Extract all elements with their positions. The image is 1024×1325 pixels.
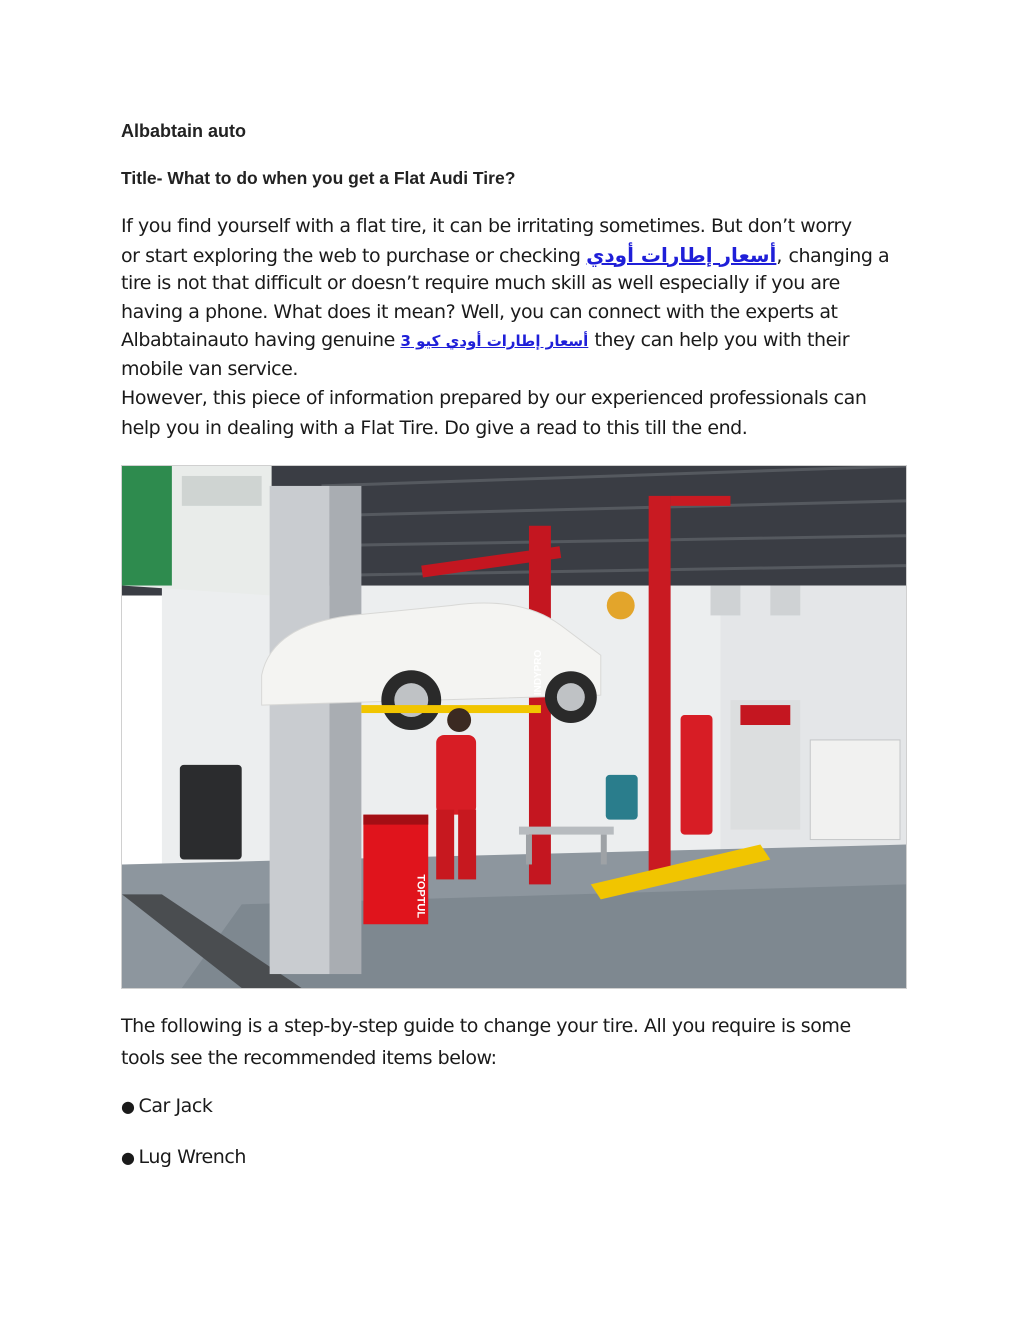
guide-line-1: The following is a step-by-step guide to change your tire. All you require is some — [121, 1015, 851, 1037]
intro-line-5 — [121, 326, 921, 355]
company-name: Albabtain auto — [121, 121, 246, 141]
intro-line-2 — [121, 241, 921, 270]
intro-line-6: mobile van service. — [121, 357, 298, 380]
intro-line-7: However, this piece of information prepared by our experienced professionals can — [121, 386, 867, 409]
guide-line-2: tools see the recommended items below: — [121, 1047, 497, 1069]
audi-tire-prices-link[interactable]: أسعار إطارات أودي — [586, 242, 777, 267]
guide-paragraph — [121, 1010, 921, 1074]
intro-line-5-tail: they can help you with their — [588, 329, 850, 352]
garage-photo — [121, 465, 907, 989]
intro-line-3: tire is not that difficult or doesn’t require much skill as well especially if you are — [121, 272, 840, 295]
list-item-label: Lug Wrench — [138, 1146, 246, 1168]
intro-line-8: help you in dealing with a Flat Tire. Do give a read to this till the end. — [121, 417, 748, 440]
intro-line-5-text: Albabtainauto having genuine — [121, 329, 401, 352]
audi-q3-tire-prices-link[interactable]: أسعار إطارات أودي كيو 3 — [400, 332, 589, 351]
intro-line-4: having a phone. What does it mean? Well, you can connect with the experts at — [121, 300, 838, 323]
intro-line-2-text: or start exploring the web to purchase or checking — [121, 244, 587, 267]
list-item — [121, 1146, 246, 1168]
garage-illustration — [122, 466, 906, 988]
bullet-icon: ● — [121, 1148, 135, 1167]
intro-line-2-tail: , changing a — [776, 244, 890, 267]
intro-paragraph — [121, 212, 921, 443]
cabinet-brand-label: TOPTUL — [414, 874, 427, 919]
list-item-label: Car Jack — [138, 1095, 213, 1117]
article-title: Title- What to do when you get a Flat Audi Tire? — [121, 168, 516, 188]
intro-line-1: If you find yourself with a flat tire, it can be irritating sometimes. But don’t worry — [121, 215, 852, 237]
list-item — [121, 1095, 212, 1117]
bullet-icon: ● — [121, 1097, 135, 1116]
lift-brand-label: INDYPRO — [532, 649, 544, 696]
